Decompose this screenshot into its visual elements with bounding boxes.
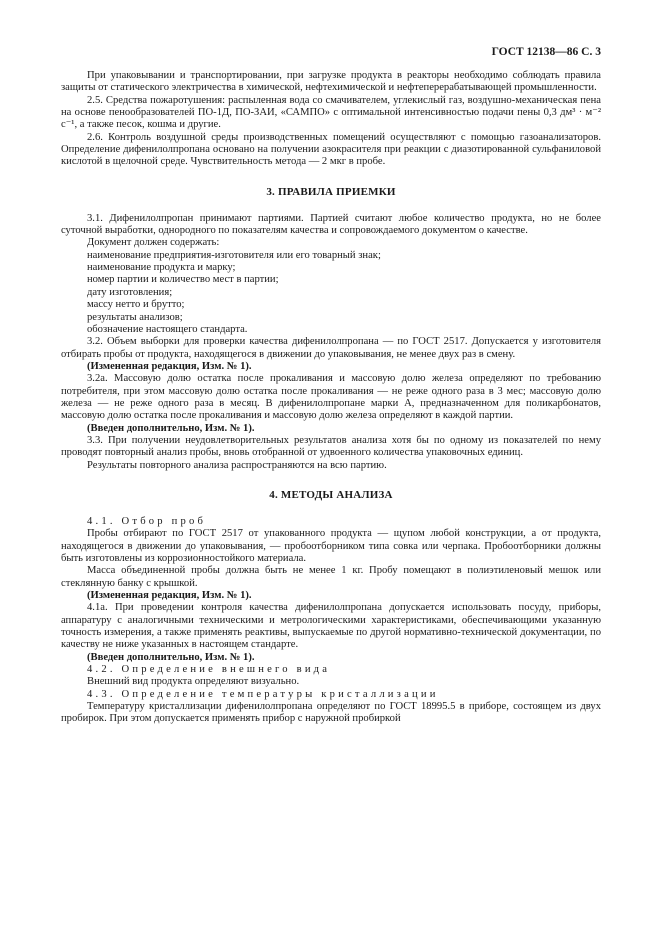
paragraph-4-1-mass: Масса объединенной пробы должна быть не менее 1 кг. Пробу помещают в полиэтиленовый мешок или стеклянную банку с крышкой. [61,565,601,589]
subheading-4-3: 4.3. Определение температуры кристаллизации [87,688,439,700]
amendment-note: (Введен дополнительно, Изм. № 1). [87,422,255,434]
list-item: обозначение настоящего стандарта. [87,323,248,335]
document-page [61,45,601,726]
paragraph-4-1a: 4.1а. При проведении контроля качества дифенилолпропана допускается использовать посуду, приборы, аппаратуру с аналогичными техническими и метрологическими характеристиками, обеспечивающими указанную точность измерения, а также применять реактивы, выпускаемые по другой нормативно-технической документации, по качеству не ниже указанных в настоящем стандарте. [61,602,601,651]
page-header: ГОСТ 12138—86 С. 3 [491,46,601,58]
paragraph-3-3-result: Результаты повторного анализа распространяются на всю партию. [87,459,387,471]
amendment-note: (Измененная редакция, Изм. № 1). [87,360,252,372]
subheading-4-2: 4.2. Определение внешнего вида [87,664,331,676]
paragraph-4-2: Внешний вид продукта определяют визуально. [87,676,300,688]
amendment-note: (Измененная редакция, Изм. № 1). [87,590,252,602]
paragraph-3-2: 3.2. Объем выборки для проверки качества дифенилолпропана — по ГОСТ 2517. Допускается у изготовителя отбирать пробы от продукта, находящегося в движении до упаковывания, не менее двух раз в смену. [61,336,601,360]
subheading-4-1: 4.1. Отбор проб [87,515,207,527]
list-item: наименование продукта и марку; [87,262,236,274]
list-item: номер партии и количество мест в партии; [87,274,279,286]
list-item: наименование предприятия-изготовителя или его товарный знак; [87,249,381,261]
paragraph-4-1: Пробы отбирают по ГОСТ 2517 от упакованного продукта — щупом любой конструкции, а от продукта, находящегося в движении до упаковывания, — пробоотборником типа совка или черпака. Пробоотборники должны быть изготовлены из коррозионностойкого материала. [61,528,601,564]
list-item: Документ должен содержать: [87,237,220,249]
paragraph-4-3: Температуру кристаллизации дифенилолпропана определяют по ГОСТ 18995.5 в приборе, состоящем из двух пробирок. При этом допускается применять прибор с наружной пробиркой [61,701,601,725]
paragraph-3-2a: 3.2а. Массовую долю остатка после прокаливания и массовую долю железа определяют по требованию потребителя, при этом массовую долю остатка после прокаливания — не реже одного раза в 3 мес; массовую долю железа — не реже одного раза в месяц. В дифенилолпропане марки А, предназначенном для поликарбонатов, массовую долю остатка после прокаливания и массовую долю железа определяют в каждой партии. [61,373,601,422]
paragraph-3-3: 3.3. При получении неудовлетворительных результатов анализа хотя бы по одному из показателей по нему проводят повторный анализ пробы, вновь отобранной от удвоенного количества упаковочных единиц. [61,434,601,459]
amendment-note: (Введен дополнительно, Изм. № 1). [87,651,255,663]
paragraph-2-6: 2.6. Контроль воздушной среды производственных помещений осуществляют с помощью газоанализаторов. Определение дифенилолпропана основано на получении азокрасителя при реакции с диазотированной сульфаниловой кислотой в щелочной среде. Чувствительность метода — 2 мкг в пробе. [61,131,601,168]
list-item: результаты анализов; [87,311,183,323]
paragraph-packaging: При упаковывании и транспортировании, при загрузке продукта в реакторы необходимо соблюдать правила защиты от статического электричества в химической, нефтехимической и нефтеперерабатывающей промышленности. [61,70,601,94]
section-4-title: 4. МЕТОДЫ АНАЛИЗА [269,488,393,501]
list-item: массу нетто и брутто; [87,299,185,311]
list-item: дату изготовления; [87,286,173,298]
section-3-title: 3. ПРАВИЛА ПРИЕМКИ [266,185,396,198]
paragraph-2-5: 2.5. Средства пожаротушения: распыленная вода со смачивателем, углекислый газ, воздушно-механическая пена на основе пенообразователей ПО-1Д, ПО-ЗАИ, «САМПО» с оптимальной интенсивностью подачи пены 0,3 дм³ · м⁻² с⁻¹, а также песок, кошма и другие. [61,94,601,131]
paragraph-3-1: 3.1. Дифенилолпропан принимают партиями. Партией считают любое количество продукта, но не более суточной выработки, однородного по показателям качества и сопровождаемого документом о качестве. [61,212,601,237]
